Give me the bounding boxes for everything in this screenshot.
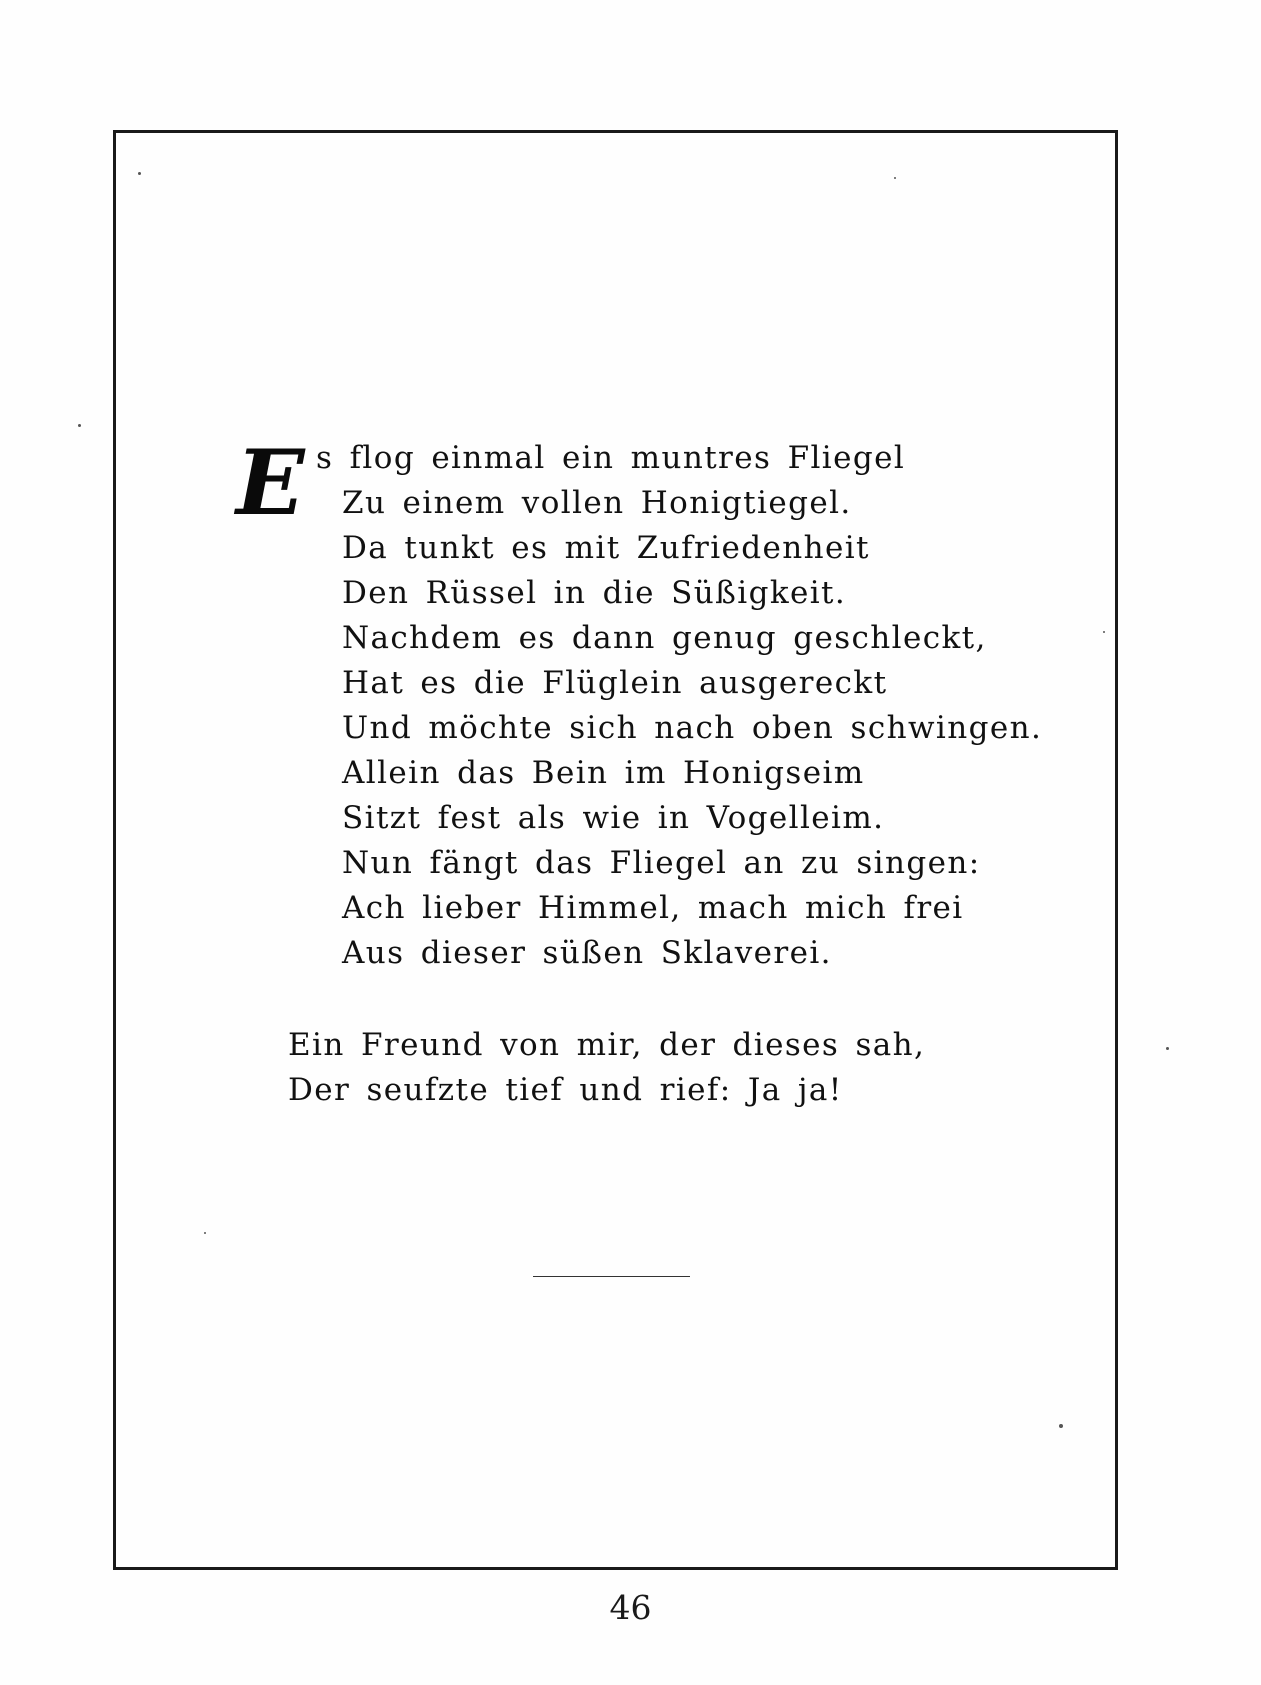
stanza-2 [116,1023,925,1113]
poem-line: Und möchte sich nach oben schwingen. [342,710,1043,746]
scan-speck [1059,1424,1063,1428]
scan-speck [1166,1047,1169,1050]
poem-line: Hat es die Flüglein ausgereckt [342,665,888,701]
scan-speck [204,1232,206,1234]
scan-speck [1103,631,1105,633]
poem-line: Der seufzte tief und rief: Ja ja! [288,1072,843,1108]
poem-line: Zu einem vollen Honigtiegel. [342,485,852,521]
scan-speck [138,172,141,175]
poem-line: Nachdem es dann genug geschleckt, [342,620,987,656]
poem-line: Sitzt fest als wie in Vogelleim. [342,800,885,836]
poem-line: Da tunkt es mit Zufriedenheit [342,530,870,566]
poem-line: Den Rüssel in die Süßigkeit. [342,575,847,611]
scan-speck [78,424,81,427]
poem-line: Allein das Bein im Honigseim [342,755,865,791]
first-line-text: s flog einmal ein muntres Fliegel [316,440,906,476]
poem-line: E s flog einmal ein muntres Fliegel [236,430,906,536]
poem-line: Ein Freund von mir, der dieses sah, [288,1027,926,1063]
section-divider [533,1276,690,1277]
poem-line: Aus dieser süßen Sklaverei. [342,935,832,971]
page-border-frame [113,130,1118,1570]
scan-speck [894,177,896,179]
poem-line: Ach lieber Himmel, mach mich frei [342,890,964,926]
stanza-1 [116,430,1043,976]
page-number: 46 [609,1588,652,1627]
poem-line: Nun fängt das Fliegel an zu singen: [342,845,981,881]
